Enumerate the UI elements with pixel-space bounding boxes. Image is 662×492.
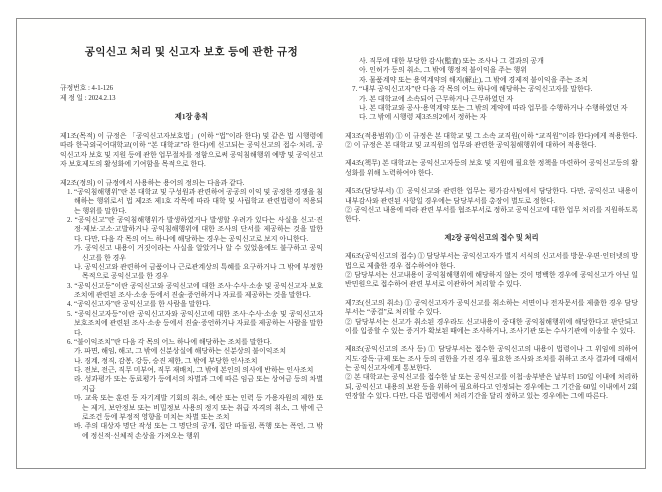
chapter-heading-2: 제2장 공익신고의 접수 및 처리: [444, 233, 539, 242]
article-clause: ② 담당부서는 신고내용이 공익침해행위에 해당하지 않는 것이 명백한 경우에 공익신고가 아닌 일반민원으로 접수하여 관련 부서로 이관하여 처리할 수 있다.: [345, 271, 638, 289]
enactment-date: 제 정 일 : 2024.2.13: [60, 95, 116, 103]
document-meta: [60, 84, 323, 104]
article-clause: ② 담당부서는 신고가 취소된 경우라도 신고내용이 중대한 공익침해행위에 해당한다고 판단되고 이를 입증할 수 있는 증거가 확보된 때에는 조사하거나, 조사기관 또는 수사기관에 이송할 수 있다.: [345, 317, 638, 335]
document-frame: [16, 18, 646, 469]
sub-list-item: 라. 성과평가 또는 동료평가 등에서의 차별과 그에 따른 임금 또는 상여금 등의 차별 지급: [74, 375, 323, 393]
list-item: 4. “공익신고자”란 공익신고를 한 사람을 말한다.: [67, 300, 211, 309]
page-left: [60, 46, 323, 441]
sub-list-item: 사. 직무에 대한 부당한 감사(監査) 또는 조사나 그 결과의 공개: [359, 57, 544, 65]
article-paragraph: 제3조(적용범위) ① 이 규정은 본 대학교 및 그 소속 교직원(이하 “교직원”이라 한다)에게 적용한다.: [345, 131, 638, 140]
list-item: 2. “공익신고”란 공익침해행위가 발생하였거나 발생할 우려가 있다는 사실을 신고·진정·제보·고소·고발하거나 공익침해행위에 대한 조사의 단서를 제공하는 것을 말한다. 다만, 다음 각 목의 어느 하나에 해당하는 경우는 공익신고로 보지 아니한다.: [67, 216, 323, 243]
list-item: 5. “공익신고자등”이란 공익신고자와 공익신고에 대한 조사·수사·소송 및 공익신고자 보호조치에 관련된 조사·소송 등에서 진술·증언하거나 자료를 제공하는 사람을 말한다.: [67, 309, 323, 337]
sub-list-item: 아. 인허가 등의 취소, 그 밖에 행정적 불이익을 주는 행위: [359, 66, 528, 75]
sub-list-item: 자. 물품계약 또는 용역계약의 해지(解止), 그 밖에 경제적 불이익을 주는 조치: [359, 75, 588, 84]
sub-list-item: 나. 본 대학교와 공사·용역계약 또는 그 밖의 계약에 따라 업무를 수행하거나 수행하였던 자: [359, 103, 628, 112]
article-clause: ② 공익신고 내용에 따라 관련 부서를 협조부서로 정하고 공익신고에 대한 업무 처리를 지원하도록 한다.: [345, 205, 638, 224]
article-clause: ② 이 규정은 본 대학교 및 교직원의 업무와 관련한 공익침해행위에 대하여 적용한다.: [345, 141, 597, 149]
sub-list-item: 바. 주의 대상자 명단 작성 또는 그 명단의 공개, 집단 따돌림, 폭행 또는 폭언, 그 밖에 정신적·신체적 손상을 가져오는 행위: [74, 422, 323, 440]
sub-list-item: 나. 공익신고와 관련하여 금품이나 근로관계상의 특혜를 요구하거나 그 밖에 부정한 목적으로 공익신고를 한 경우: [74, 262, 323, 281]
page-title: 공익신고 처리 및 신고자 보호 등에 관한 규정: [84, 47, 299, 58]
list-item: 7. “내부 공익신고자”란 다음 각 목의 어느 하나에 해당하는 공익신고자를 말한다.: [352, 85, 593, 94]
article-paragraph: 제2조(정의) 이 규정에서 사용하는 용어의 정의는 다음과 같다.: [60, 178, 245, 187]
article-paragraph: 제5조(담당부서) ① 공익신고와 관련한 업무는 평가감사팀에서 담당한다. 다만, 공익신고 내용이 내부감사와 관련된 사항일 경우에는 담당부서를 총장이 별도로 정한다.: [345, 187, 638, 205]
article-clause: ② 본 대학교는 공익신고를 접수한 날 또는 공익신고를 이첩·송부받은 날부터 150일 이내에 처리하되, 공익신고 내용의 보완 등을 위하여 필요하다고 인정되는 경우에는 그 기간을 60일 이내에서 2회 연장할 수 있다. 다만, 다른 법령에서 처리기간을 달리 정하고 있는 경우에는 그에 따른다.: [345, 373, 638, 401]
list-item: 6. “불이익조치”란 다음 각 목의 어느 하나에 해당하는 조치를 말한다.: [67, 337, 272, 346]
sub-list-item: 가. 파면, 해임, 해고, 그 밖에 신분상실에 해당하는 신분상의 불이익조치: [74, 347, 287, 356]
page-right: [345, 57, 638, 402]
sub-list-item: 가. 본 대학교에 소속되어 근무하거나 근무하였던 자: [359, 94, 514, 103]
sub-list-item: 마. 교육 또는 훈련 등 자기계발 기회의 취소, 예산 또는 인력 등 가용자원의 제한 또는 제거, 보안정보 또는 비밀정보 사용의 정지 또는 취급 자격의 취소, 그 밖에 근로조건 등에 부정적 영향을 미치는 차별 또는 조치: [74, 394, 323, 421]
chapter-heading-1: 제1장 총칙: [174, 113, 209, 122]
article-paragraph: 제7조(신고의 취소) ① 공익신고자가 공익신고를 취소하는 서면이나 전자문서를 제출한 경우 담당부서는 “종결”로 처리할 수 있다.: [345, 298, 638, 317]
article-paragraph: 제1조(목적) 이 규정은 「공익신고자보호법」(이하 “법”이라 한다) 및 같은 법 시행령에 따라 한국외국어대학교(이하 “본 대학교”라 한다)에 신고되는 공익신고의 접수·처리, 공익신고자 보호 및 지원 등에 관한 업무절차를 정함으로써 공익침해행위 예방 및 공익신고자 보호제도의 활성화에 기여함을 목적으로 한다.: [60, 132, 323, 169]
article-paragraph: 제4조(책무) 본 대학교는 공익신고자등의 보호 및 지원에 필요한 정책을 마련하여 공익신고등의 활성화를 위해 노력하여야 한다.: [345, 159, 638, 177]
regulation-number: 규정번호 : 4-1-126: [60, 85, 114, 93]
list-item: 3. “공익신고등”이란 공익신고와 공익신고에 대한 조사·수사·소송 및 공익신고자 보호조치에 관련된 조사·소송 등에서 진술·증언하거나 자료를 제공하는 것을 말한다.: [67, 281, 323, 300]
sub-list-item: 다. 전보, 전근, 직무 미부여, 직무 재배치, 그 밖에 본인의 의사에 반하는 인사조치: [74, 366, 314, 375]
article-paragraph: 제6조(공익신고의 접수) ① 담당부서는 공익신고자가 별지 서식의 신고서를 방문·우편·인터넷의 방법으로 제출한 경우 접수하여야 한다.: [345, 252, 638, 270]
list-item: 1. “공익침해행위”란 본 대학교 및 구성원과 관련하여 공공의 이익 및 공정한 경쟁을 침해하는 행위로서 법 제2조 제1호 각목에 따라 대학 및 사립학교 관련법령이 적용되는 행위를 말한다.: [67, 187, 323, 215]
sub-list-item: 나. 징계, 정직, 감봉, 강등, 승진 제한, 그 밖에 부당한 인사조치: [74, 356, 258, 365]
article-paragraph: 제8조(공익신고의 조사 등) ① 담당부서는 접수한 공익신고의 내용이 법령이나 그 위임에 의하여 지도·감독·규제 또는 조사 등의 권한을 가진 경우 필요한 조사와 조치를 취하고 조사 결과에 대해서는 공익신고자에게 통보한다.: [345, 345, 638, 373]
sub-list-item: 다. 그 밖에 시행령 제3조의2에서 정하는 자: [359, 113, 487, 122]
sub-list-item: 가. 공익신고 내용이 거짓이라는 사실을 알았거나 알 수 있었음에도 불구하고 공익신고를 한 경우: [74, 244, 323, 262]
